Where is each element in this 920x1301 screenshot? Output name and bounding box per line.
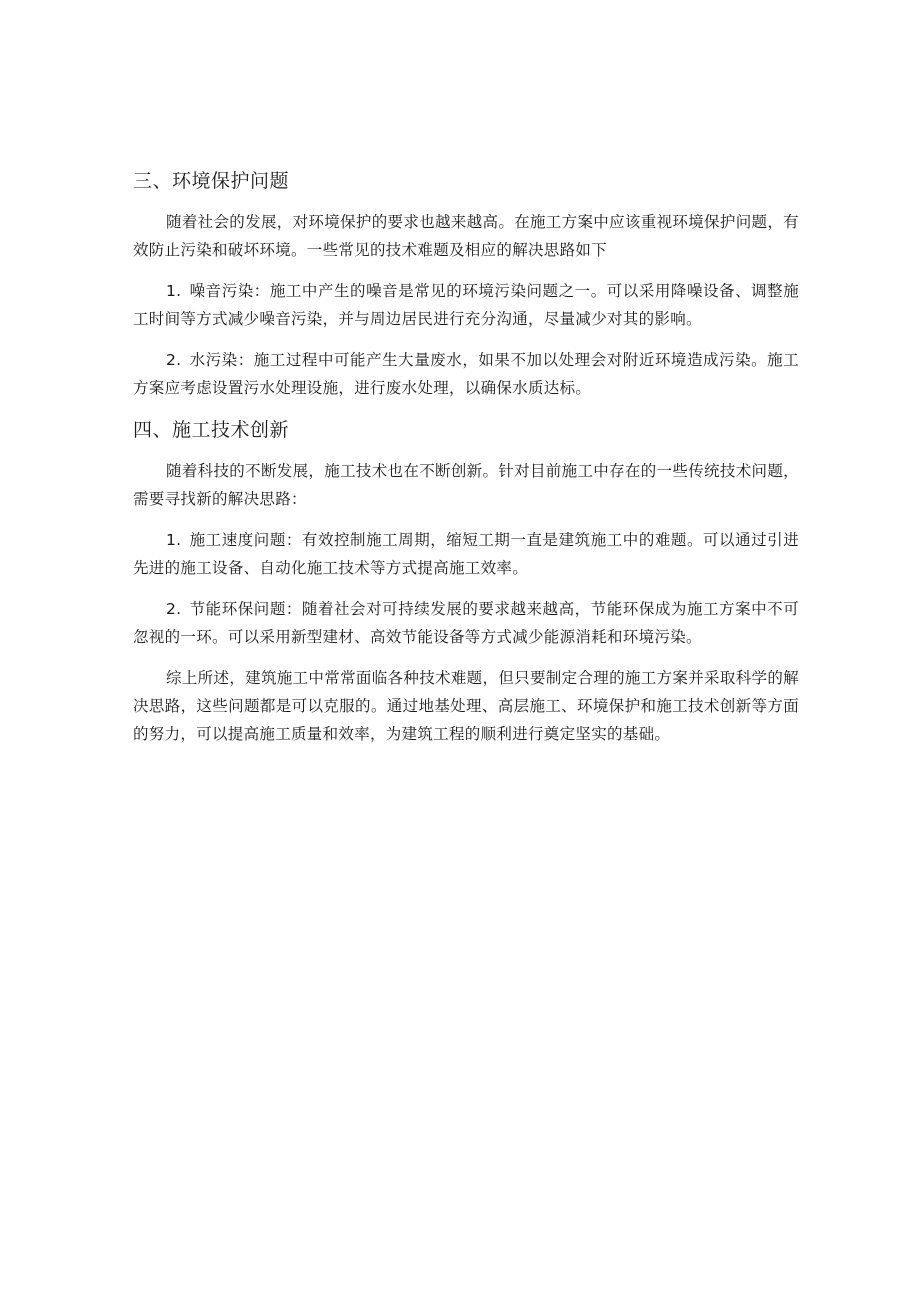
- item-text: 节能环保问题：随着社会对可持续发展的要求越来越高，节能环保成为施工方案中不可忽视的一环。可以采用新型建材、高效节能设备等方式减少能源消耗和环境污染。: [133, 600, 799, 646]
- section-3-heading: 三、环境保护问题: [133, 170, 290, 192]
- section-4-heading: 四、施工技术创新: [133, 419, 290, 441]
- item-text: 噪音污染：施工中产生的噪音是常见的环境污染问题之一。可以采用降噪设备、调整施工时间等方式减少噪音污染，并与周边居民进行充分沟通，尽量减少对其的影响。: [133, 282, 799, 328]
- conclusion-paragraph: 综上所述，建筑施工中常常面临各种技术难题，但只要制定合理的施工方案并采取科学的解决思路，这些问题都是可以克服的。通过地基处理、高层施工、环境保护和施工技术创新等方面的努力，可以提高施工质量和效率，为建筑工程的顺利进行奠定坚实的基础。: [133, 669, 799, 743]
- item-number: 2.: [166, 351, 182, 369]
- section-4-intro: 随着科技的不断发展，施工技术也在不断创新。针对目前施工中存在的一些传统技术问题，需要寻找新的解决思路：: [133, 462, 799, 508]
- item-number: 2.: [166, 600, 182, 618]
- section-3-item-1: [133, 277, 799, 333]
- document-body: [133, 166, 799, 761]
- item-text: 施工速度问题：有效控制施工周期，缩短工期一直是建筑施工中的难题。可以通过引进先进的施工设备、自动化施工技术等方式提高施工效率。: [133, 531, 799, 577]
- item-number: 1.: [166, 531, 182, 549]
- section-3-item-2: [133, 346, 799, 402]
- item-text: 水污染：施工过程中可能产生大量废水，如果不加以处理会对附近环境造成污染。施工方案应考虑设置污水处理设施，进行废水处理，以确保水质达标。: [133, 351, 799, 397]
- section-4-item-2: [133, 595, 799, 651]
- section-3-intro: 随着社会的发展，对环境保护的要求也越来越高。在施工方案中应该重视环境保护问题，有效防止污染和破坏环境。一些常见的技术难题及相应的解决思路如下: [133, 213, 799, 259]
- section-4-item-1: [133, 526, 799, 582]
- item-number: 1.: [166, 282, 182, 300]
